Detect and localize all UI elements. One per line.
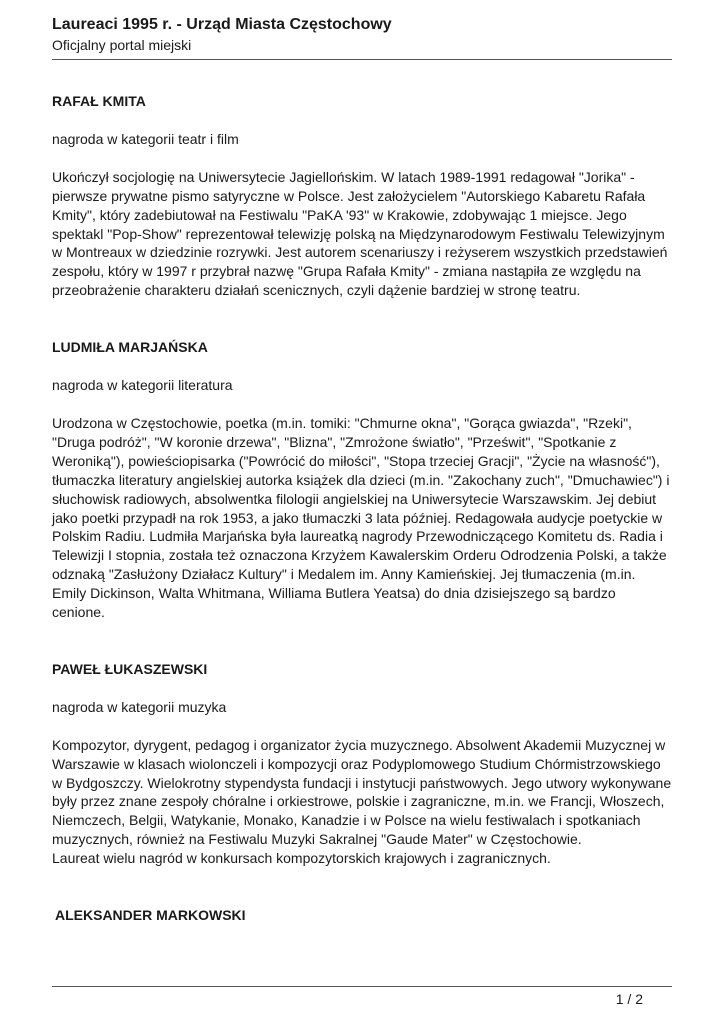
document-subtitle: Oficjalny portal miejski	[52, 37, 192, 53]
page-number: 1 / 2	[615, 991, 643, 1007]
document-body	[52, 92, 672, 925]
footer-divider	[52, 986, 672, 987]
bio-paragraph: Urodzona w Częstochowie, poetka (m.in. tomiki: "Chmurne okna", "Gorąca gwiazda", "Rzeki", "Druga podróż", "W koronie drzewa", "Blizna", "Zmrożone światło", "Prześwit", "Spotkanie z Weroniką"), powieściopisarka ("Powrócić do miłości", "Stopa trzeciej Gracji", "Życie na własność"), tłumaczka literatury angielskiej autorka książek dla dzieci (m.in. "Zakochany zuch", "Dmuchawiec") i słuchowisk radiowych, absolwentka filologii angielskiej na Uniwersytecie Warszawskim. Jej debiut jako poetki przypadł na rok 1953, a jako tłumaczki 3 lata później. Redagowała audycje poetyckie w Polskim Radiu. Ludmiła Marjańska była laureatką nagrody Przewodniczącego Komitetu ds. Radia i Telewizji I stopnia, została też oznaczona Krzyżem Kawalerskim Orderu Odrodzenia Polski, a także odznaką "Zasłużony Działacz Kultury" i Medalem im. Anny Kamieńskiej. Jej tłumaczenia (m.in. Emily Dickinson, Walta Whitmana, Williama Butlera Yeatsa) do dnia dzisiejszego są bardzo cenione.	[52, 414, 670, 621]
header-divider	[52, 59, 672, 60]
laureate-section	[52, 660, 672, 868]
laureate-name: LUDMIŁA MARJAŃSKA	[52, 339, 208, 356]
laureate-name: ALEKSANDER MARKOWSKI	[55, 907, 246, 924]
bio-paragraph: Ukończył socjologię na Uniwersytecie Jagiellońskim. W latach 1989-1991 redagował "Jorika" - pierwsze prywatne pismo satyryczne w Polsce. Jest założycielem "Autorskiego Kabaretu Rafała Kmity", który zadebiutował na Festiwalu "PaKA '93" w Krakowie, zdobywając 1 miejsce. Jego spektakl "Pop-Show" reprezentował telewizję polską na Międzynarodowym Festiwalu Telewizyjnym w Montreaux w dziedzinie rozrywki. Jest autorem scenariuszy i reżyserem wszystkich przedstawień zespołu, który w 1997 r przybrał nazwę "Grupa Rafała Kmity" - zmiana nastąpiła ze względu na przeobrażenie charakteru działań scenicznych, czyli dążenie bardziej w stronę teatru.	[52, 168, 668, 299]
award-category: nagroda w kategorii teatr i film	[52, 130, 239, 147]
laureate-bio	[52, 414, 672, 622]
award-category: nagroda w kategorii literatura	[52, 377, 233, 394]
award-category: nagroda w kategorii muzyka	[52, 698, 227, 715]
laureate-bio	[52, 168, 672, 300]
laureate-section	[52, 338, 672, 622]
laureate-section	[52, 92, 672, 300]
page-header	[52, 15, 672, 54]
laureate-name: RAFAŁ KMITA	[52, 93, 146, 109]
document-title: Laureaci 1995 r. - Urząd Miasta Częstochowy	[52, 16, 392, 33]
laureate-bio	[52, 736, 672, 868]
bio-paragraph: Laureat wielu nagród w konkursach kompozytorskich krajowych i zagranicznych.	[52, 850, 551, 867]
bio-paragraph: Kompozytor, dyrygent, pedagog i organizator życia muzycznego. Absolwent Akademii Muzycznej w Warszawie w klasach wiolonczeli i kompozycji oraz Podyplomowego Studium Chórmistrzowskiego w Bydgoszczy. Wielokrotny stypendysta fundacji i instytucji państwowych. Jego utwory wykonywane były przez znane zespoły chóralne i orkiestrowe, polskie i zagraniczne, m.in. we Francji, Włoszech, Niemczech, Belgii, Watykanie, Monako, Kanadzie i w Polsce na wielu festiwalach i spotkaniach muzycznych, również na Festiwalu Muzyki Sakralnej "Gaude Mater" w Częstochowie.	[52, 736, 672, 848]
laureate-section	[52, 906, 672, 925]
laureate-name: PAWEŁ ŁUKASZEWSKI	[52, 660, 208, 677]
